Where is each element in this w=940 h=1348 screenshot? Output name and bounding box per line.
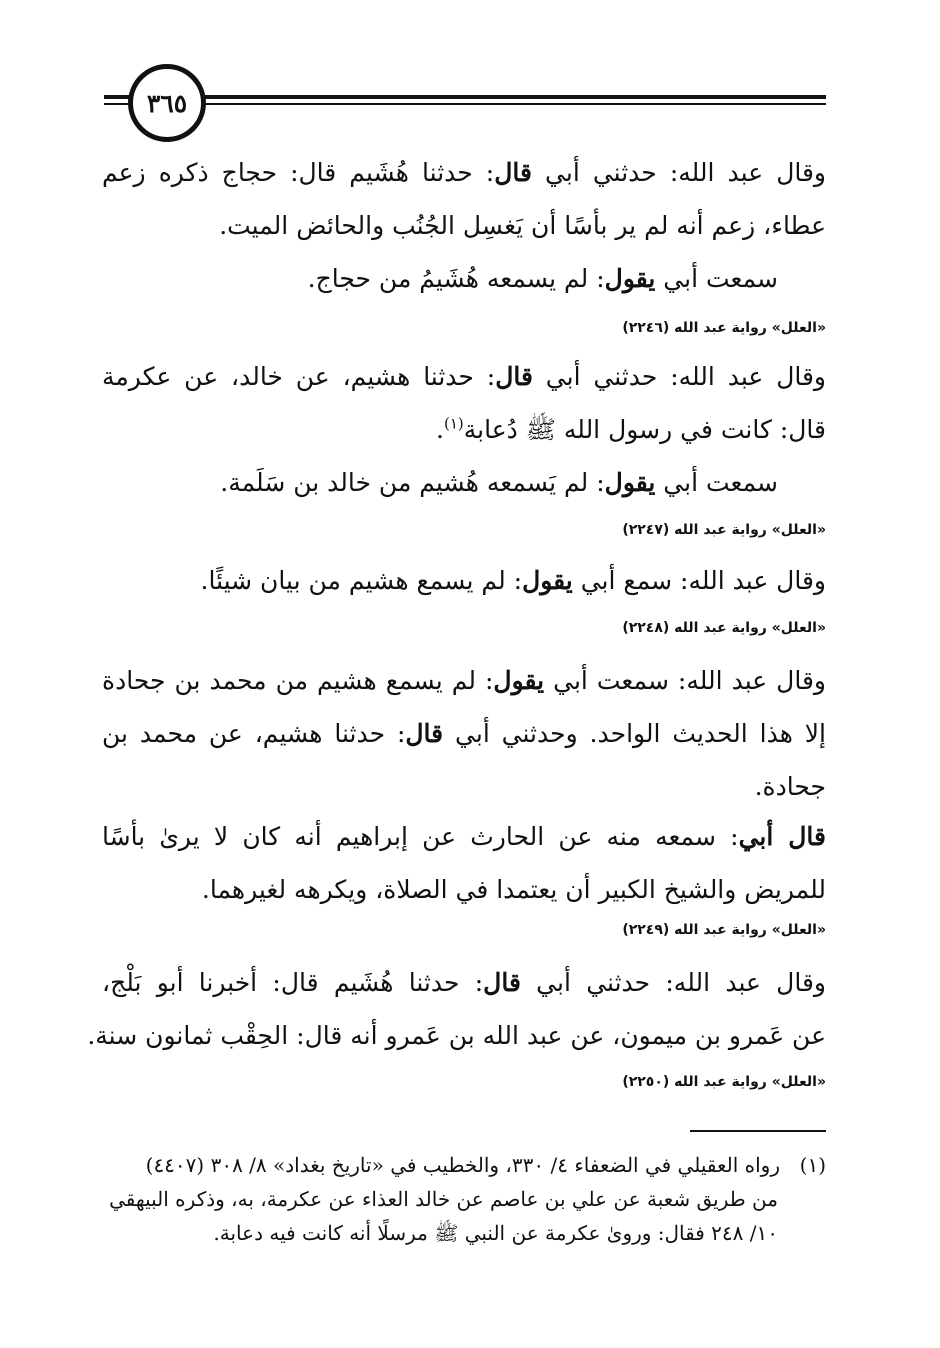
- source-citation: «العلل» رواية عبد الله (٢٢٤٧): [622, 522, 826, 538]
- source-citation: «العلل» رواية عبد الله (٢٢٥٠): [622, 1074, 826, 1090]
- text-line: جحادة.: [754, 772, 826, 801]
- footnote: [102, 1148, 826, 1250]
- paragraph: [102, 456, 826, 509]
- page-number: ٣٦٥: [146, 88, 188, 118]
- text-line: وقال عبد الله: سمعت أبي يقول: لم يسمع هشيم من محمد بن جحادة: [102, 666, 826, 695]
- footnote-ref: (١): [443, 414, 464, 433]
- footnote-line: ١٠/ ٢٤٨ فقال: وروىٰ عكرمة عن النبي ﷺ مرسلًا أنه كانت فيه دعابة.: [213, 1221, 778, 1245]
- paragraph: [87, 956, 826, 1062]
- footnote-rule: [690, 1130, 826, 1132]
- text-line: للمريض والشيخ الكبير أن يعتمدا في الصلاة، ويكرهه لغيرهما.: [201, 875, 826, 904]
- page-number-badge: [128, 64, 206, 142]
- header-rule-bottom: [104, 103, 826, 105]
- source-citation: «العلل» رواية عبد الله (٢٢٤٨): [622, 620, 826, 636]
- source-citation: «العلل» رواية عبد الله (٢٢٤٦): [622, 320, 826, 336]
- paragraph: [102, 810, 826, 916]
- text-line: قال أبي: سمعه منه عن الحارث عن إبراهيم أنه كان لا يرىٰ بأسًا: [102, 822, 826, 851]
- source-citation: «العلل» رواية عبد الله (٢٢٤٩): [622, 922, 826, 938]
- text-line: سمعت أبي يقول: لم يَسمعه هُشيم من خالد بن سَلَمة.: [220, 468, 778, 497]
- paragraph: [102, 654, 826, 813]
- paragraph: [102, 554, 826, 607]
- text-line: إلا هذا الحديث الواحد. وحدثني أبي قال: حدثنا هشيم، عن محمد بن: [102, 719, 826, 748]
- text-line: وقال عبد الله: حدثني أبي قال: حدثنا هُشَيم قال: حجاج ذكره زعم: [102, 158, 826, 187]
- text-line: عطاء، زعم أنه لم ير بأسًا أن يَغسِل الجُنُب والحائض الميت.: [219, 211, 826, 240]
- paragraph: [102, 252, 826, 305]
- text-line: سمعت أبي يقول: لم يسمعه هُشَيمُ من حجاج.: [307, 264, 778, 293]
- footnote-line: من طريق شعبة عن علي بن عاصم عن خالد العذاء عن عكرمة، به، وذكره البيهقي: [109, 1187, 778, 1211]
- text-line: قال: كانت في رسول الله ﷺ دُعابة$^{(١)}$.: [436, 414, 826, 444]
- text-line: وقال عبد الله: سمع أبي يقول: لم يسمع هشيم من بيان شيئًا.: [200, 566, 826, 595]
- paragraph: [102, 350, 826, 456]
- footnote-marker: (١): [799, 1153, 826, 1177]
- paragraph: [102, 146, 826, 252]
- header-rule-top: [104, 95, 826, 99]
- text-line: وقال عبد الله: حدثني أبي قال: حدثنا هشيم، عن خالد، عن عكرمة: [102, 362, 826, 391]
- footnote-line: (١)رواه العقيلي في الضعفاء ٤/ ٣٣٠، والخطيب في «تاريخ بغداد» ٨/ ٣٠٨ (٤٤٠٧): [102, 1148, 826, 1182]
- text-line: وقال عبد الله: حدثني أبي قال: حدثنا هُشَيم قال: أخبرنا أبو بَلْج،: [102, 968, 826, 997]
- text-line: عن عَمرو بن ميمون، عن عبد الله بن عَمرو أنه قال: الحِقْب ثمانون سنة.: [87, 1021, 826, 1050]
